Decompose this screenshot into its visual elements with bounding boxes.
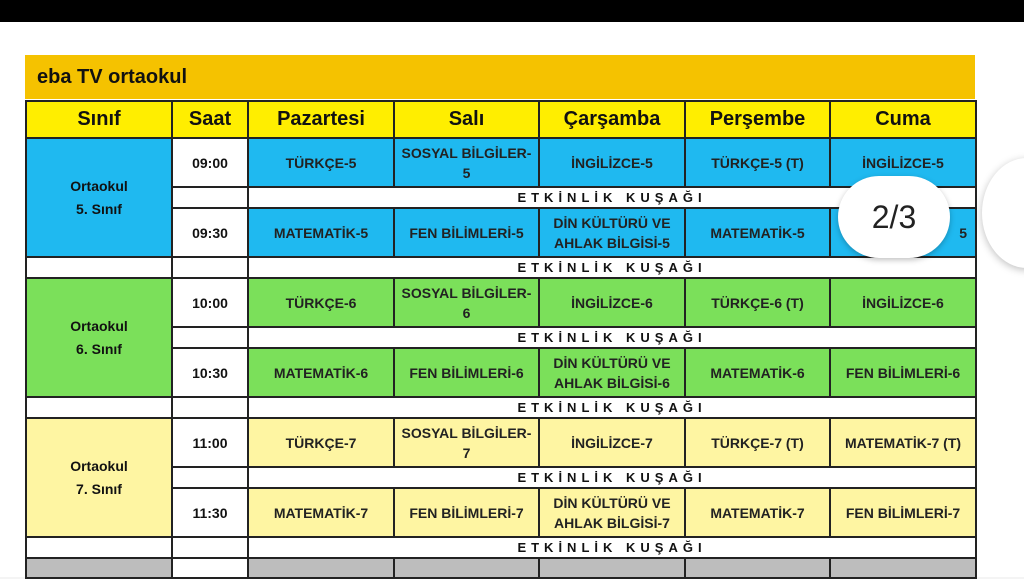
grade-label: Ortaokul 5. Sınıf <box>26 138 172 257</box>
lesson-cell: İNGİLİZCE-6 <box>539 278 685 327</box>
blank-cell <box>539 558 685 578</box>
header-grade: Sınıf <box>26 101 172 138</box>
blank-cell <box>26 257 172 278</box>
table-row <box>26 418 976 467</box>
time-cell: 09:30 <box>172 208 248 257</box>
blank-cell <box>830 558 976 578</box>
lesson-cell: FEN BİLİMLERİ-6 <box>394 348 539 397</box>
lesson-cell: İNGİLİZCE-5 <box>539 138 685 187</box>
header-wednesday: Çarşamba <box>539 101 685 138</box>
lesson-cell: MATEMATİK-7 (T) <box>830 418 976 467</box>
lesson-cell: İNGİLİZCE-6 <box>830 278 976 327</box>
blank-cell <box>685 558 830 578</box>
time-cell: 11:00 <box>172 418 248 467</box>
blank-cell <box>26 537 172 558</box>
lesson-cell: DİN KÜLTÜRÜ VE AHLAK BİLGİSİ-5 <box>539 208 685 257</box>
lesson-cell: MATEMATİK-7 <box>685 488 830 537</box>
lesson-cell: DİN KÜLTÜRÜ VE AHLAK BİLGİSİ-7 <box>539 488 685 537</box>
lesson-cell: MATEMATİK-6 <box>685 348 830 397</box>
lesson-cell: TÜRKÇE-7 (T) <box>685 418 830 467</box>
lesson-cell: SOSYAL BİLGİLER- 5 <box>394 138 539 187</box>
lesson-cell: MATEMATİK-7 <box>248 488 394 537</box>
activity-band-row <box>26 397 976 418</box>
table-row-partial <box>26 558 976 578</box>
lesson-cell: MATEMATİK-5 <box>685 208 830 257</box>
lesson-cell: TÜRKÇE-6 <box>248 278 394 327</box>
grade-label: Ortaokul 6. Sınıf <box>26 278 172 397</box>
blank-cell <box>248 558 394 578</box>
blank-cell <box>172 537 248 558</box>
blank-cell <box>172 327 248 348</box>
activity-band-row <box>26 257 976 278</box>
blank-cell <box>26 397 172 418</box>
lesson-cell: 5 <box>830 208 976 257</box>
activity-band: ETKİNLİK KUŞAĞI <box>248 327 976 348</box>
lesson-cell: DİN KÜLTÜRÜ VE AHLAK BİLGİSİ-6 <box>539 348 685 397</box>
activity-band: ETKİNLİK KUŞAĞI <box>248 467 976 488</box>
header-row <box>26 101 976 138</box>
lesson-cell: TÜRKÇE-5 <box>248 138 394 187</box>
activity-band: ETKİNLİK KUŞAĞI <box>248 397 976 418</box>
lesson-cell: MATEMATİK-6 <box>248 348 394 397</box>
time-cell: 11:30 <box>172 488 248 537</box>
time-cell: 10:30 <box>172 348 248 397</box>
status-bar <box>0 0 1024 22</box>
blank-cell <box>172 558 248 578</box>
blank-cell <box>172 257 248 278</box>
activity-band-row <box>26 537 976 558</box>
header-monday: Pazartesi <box>248 101 394 138</box>
header-tuesday: Salı <box>394 101 539 138</box>
schedule-title: eba TV ortaokul <box>25 55 975 99</box>
lesson-cell: FEN BİLİMLERİ-6 <box>830 348 976 397</box>
lesson-cell: SOSYAL BİLGİLER- 7 <box>394 418 539 467</box>
activity-band: ETKİNLİK KUŞAĞI <box>248 187 976 208</box>
time-cell: 10:00 <box>172 278 248 327</box>
table-row <box>26 138 976 187</box>
lesson-cell: FEN BİLİMLERİ-5 <box>394 208 539 257</box>
page-indicator: 2/3 <box>838 176 950 258</box>
lesson-cell: FEN BİLİMLERİ-7 <box>830 488 976 537</box>
activity-band: ETKİNLİK KUŞAĞI <box>248 257 976 278</box>
lesson-cell: TÜRKÇE-5 (T) <box>685 138 830 187</box>
blank-cell <box>172 397 248 418</box>
schedule-table <box>25 100 977 579</box>
lesson-cell: TÜRKÇE-7 <box>248 418 394 467</box>
lesson-cell: MATEMATİK-5 <box>248 208 394 257</box>
blank-cell <box>26 558 172 578</box>
blank-cell <box>172 187 248 208</box>
header-friday: Cuma <box>830 101 976 138</box>
lesson-cell: SOSYAL BİLGİLER- 6 <box>394 278 539 327</box>
time-cell: 09:00 <box>172 138 248 187</box>
header-time: Saat <box>172 101 248 138</box>
lesson-cell: TÜRKÇE-6 (T) <box>685 278 830 327</box>
blank-cell <box>172 467 248 488</box>
header-thursday: Perşembe <box>685 101 830 138</box>
blank-cell <box>394 558 539 578</box>
grade-label: Ortaokul 7. Sınıf <box>26 418 172 537</box>
lesson-cell: İNGİLİZCE-7 <box>539 418 685 467</box>
lesson-cell: FEN BİLİMLERİ-7 <box>394 488 539 537</box>
activity-band: ETKİNLİK KUŞAĞI <box>248 537 976 558</box>
table-row <box>26 278 976 327</box>
lesson-cell: İNGİLİZCE-5 <box>830 138 976 187</box>
